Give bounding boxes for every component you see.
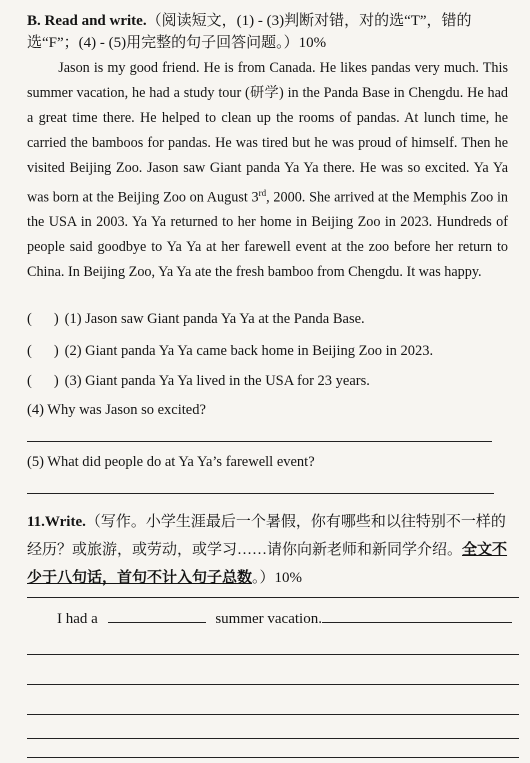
section-b-heading xyxy=(27,10,522,54)
writing-line[interactable] xyxy=(27,757,519,758)
writing-line[interactable] xyxy=(27,714,519,715)
answer-paren[interactable]: ( ) xyxy=(27,343,59,359)
answer-paren[interactable]: ( ) xyxy=(27,311,59,327)
answer-paren[interactable]: ( ) xyxy=(27,373,59,389)
adjective-blank[interactable] xyxy=(108,622,206,623)
starter-line-continuation[interactable] xyxy=(322,622,512,623)
section-11-title: 11.Write. xyxy=(27,514,86,530)
tf-question-text: (1) Jason saw Giant panda Ya Ya at the Panda Base. xyxy=(64,311,365,327)
tf-question-2 xyxy=(27,341,433,361)
section-11-requirement: 全文不少于八句话，首句不计入句子总数 xyxy=(27,542,508,586)
answer-line-4[interactable] xyxy=(27,441,492,442)
open-question-4: (4) Why was Jason so excited? xyxy=(27,402,206,418)
writing-line[interactable] xyxy=(27,654,519,655)
writing-top-rule xyxy=(27,597,519,598)
reading-passage xyxy=(27,56,508,285)
section-b-title: B. Read and write. xyxy=(27,13,147,29)
writing-line[interactable] xyxy=(27,738,519,739)
starter-after: summer vacation. xyxy=(215,611,322,627)
section-11-tail: 。）10% xyxy=(252,570,303,586)
starter-before: I had a xyxy=(57,611,98,627)
tf-question-text: (3) Giant panda Ya Ya lived in the USA for 23 years. xyxy=(64,373,370,389)
tf-question-text: (2) Giant panda Ya Ya came back home in Beijing Zoo in 2023. xyxy=(64,343,434,359)
writing-starter xyxy=(57,611,512,628)
section-11-heading xyxy=(27,508,517,592)
section-11-instructions: （写作。小学生涯最后一个暑假，你有哪些和以往特别不一样的经历？或旅游，或劳动，或学习……请你向新老师和新同学介绍。 xyxy=(27,514,506,558)
section-b-instructions: （阅读短文，(1) - (3)判断对错，对的选“T”，错的选“F”；(4) - (5)用完整的句子回答问题。）10% xyxy=(27,13,472,51)
tf-question-1 xyxy=(27,309,365,329)
answer-line-5[interactable] xyxy=(27,493,494,494)
tf-question-3 xyxy=(27,371,370,391)
passage-text: Jason is my good friend. He is from Canada. He likes pandas very much. This summer vacation, he had a study tour (研学) in the Panda Base in Chengdu. He had a great time there. He helped to clean up the rooms of pandas. At lunch time, he carried the bamboos for pandas. He was tired but he was proud of himself. Then he visited Beijing Zoo. Jason saw Giant panda Ya Ya there. He was so excited. Ya Ya was born at the Beijing Zoo on August 3rd, 2000. She arrived at the Memphis Zoo in the USA in 2003. Ya Ya returned to her home in Beijing Zoo in 2023. Hundreds of people said goodbye to Ya Ya at her farewell event at the zoo before her return to China. In Beijing Zoo, Ya Ya ate the fresh bamboo from Chengdu. It was happy. xyxy=(27,60,508,280)
open-question-5: (5) What did people do at Ya Ya’s farewell event? xyxy=(27,454,315,470)
writing-line[interactable] xyxy=(27,684,519,685)
